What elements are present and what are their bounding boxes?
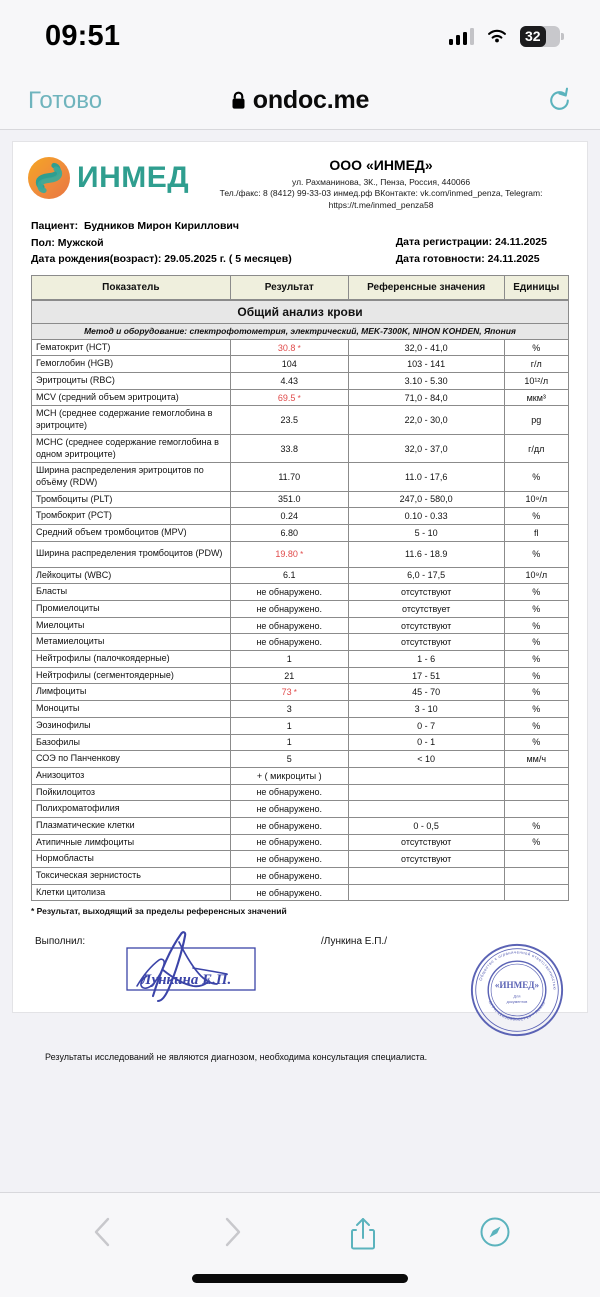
table-head bbox=[32, 276, 569, 300]
table-row bbox=[32, 634, 569, 651]
share-button[interactable] bbox=[348, 1215, 378, 1253]
cell-result: не обнаружено. bbox=[230, 868, 348, 885]
cell-result: не обнаружено. bbox=[230, 884, 348, 901]
organization-contact-line2: https://t.me/inmed_penza58 bbox=[328, 199, 434, 210]
cell-indicator: Эозинофилы bbox=[32, 717, 231, 734]
share-icon bbox=[348, 1215, 378, 1253]
table-row bbox=[32, 817, 569, 834]
table-row bbox=[32, 751, 569, 768]
cell-result: 1 bbox=[230, 717, 348, 734]
bookmarks-button[interactable] bbox=[479, 1215, 511, 1249]
cell-unit bbox=[504, 784, 568, 801]
patient-dob-value: 29.05.2025 г. ( 5 месяцев) bbox=[164, 252, 292, 265]
cell-result: не обнаружено. bbox=[230, 817, 348, 834]
svg-text:Общество с ограниченной ответс: Общество с ограниченной ответственностью bbox=[477, 949, 558, 991]
registration-date-label: Дата регистрации: bbox=[395, 236, 493, 249]
method-text: Метод и оборудование: спектрофотометрия, электрический, MEK-7300K, NIHON KOHDEN, Япония bbox=[32, 323, 569, 339]
cell-unit bbox=[504, 851, 568, 868]
cell-unit: % bbox=[504, 717, 568, 734]
cell-unit bbox=[504, 868, 568, 885]
cell-reference: 0 - 7 bbox=[348, 717, 504, 734]
cell-result: 23.5 bbox=[230, 406, 348, 434]
cell-indicator: Бласты bbox=[32, 584, 231, 601]
cell-indicator: Миелоциты bbox=[32, 617, 231, 634]
cell-unit: мм/ч bbox=[504, 751, 568, 768]
table-row bbox=[32, 884, 569, 901]
th-indicator: Показатель bbox=[32, 276, 231, 300]
table-row bbox=[32, 717, 569, 734]
cell-reference: 17 - 51 bbox=[348, 667, 504, 684]
cell-result: 104 bbox=[230, 356, 348, 373]
cell-reference: 1 - 6 bbox=[348, 651, 504, 668]
cell-unit: % bbox=[504, 584, 568, 601]
th-reference: Референсные значения bbox=[348, 276, 504, 300]
organization-name: ООО «ИНМЕД» bbox=[329, 157, 433, 173]
battery-icon bbox=[520, 26, 560, 47]
table-row bbox=[32, 406, 569, 434]
cell-reference bbox=[348, 801, 504, 818]
cell-unit: % bbox=[504, 339, 568, 356]
chevron-left-icon bbox=[89, 1215, 117, 1249]
table-row bbox=[32, 508, 569, 525]
cell-indicator: СОЭ по Панченкову bbox=[32, 751, 231, 768]
disclaimer-text: Результаты исследований не являются диагнозом, необходима консультация специалиста. bbox=[45, 1052, 428, 1063]
results-table-wrapper bbox=[21, 275, 579, 901]
letterhead bbox=[21, 152, 579, 215]
cell-indicator: MCH (среднее содержание гемоглобина в эритроците) bbox=[32, 406, 231, 434]
cell-unit: pg bbox=[504, 406, 568, 434]
cell-result: 0.24 bbox=[230, 508, 348, 525]
method-row bbox=[32, 323, 569, 339]
cell-result: 6.80 bbox=[230, 524, 348, 541]
table-row bbox=[32, 801, 569, 818]
table-row bbox=[32, 868, 569, 885]
cell-reference: 3.10 - 5.30 bbox=[348, 373, 504, 390]
cell-indicator: Полихроматофилия bbox=[32, 801, 231, 818]
performed-by-label: Выполнил: bbox=[35, 936, 86, 948]
cell-reference: < 10 bbox=[348, 751, 504, 768]
table-row bbox=[32, 524, 569, 541]
patient-name-label: Пациент: bbox=[31, 220, 79, 233]
done-button[interactable]: Готово bbox=[28, 86, 103, 114]
section-title-text: Общий анализ крови bbox=[32, 300, 569, 324]
clinic-logo bbox=[21, 154, 189, 200]
cell-unit: мкм³ bbox=[504, 389, 568, 406]
cell-reference: отсутствуют bbox=[348, 634, 504, 651]
table-row bbox=[32, 851, 569, 868]
cell-indicator: Гемоглобин (HGB) bbox=[32, 356, 231, 373]
cell-unit: 10¹²/л bbox=[504, 373, 568, 390]
organization-info bbox=[189, 154, 579, 211]
cell-unit: % bbox=[504, 817, 568, 834]
cell-indicator: Базофилы bbox=[32, 734, 231, 751]
handwritten-signature bbox=[119, 924, 319, 1012]
cell-reference: 32,0 - 37,0 bbox=[348, 434, 504, 462]
inmed-logo-icon bbox=[27, 156, 71, 200]
signature-name-text: Лункина Е.П. bbox=[141, 972, 232, 989]
cell-indicator: Лейкоциты (WBC) bbox=[32, 567, 231, 584]
cell-result: 19.80 * bbox=[230, 541, 348, 567]
patient-name-row bbox=[31, 218, 292, 234]
cell-indicator: Гематокрит (HCT) bbox=[32, 339, 231, 356]
ready-date-value: 24.11.2025 bbox=[487, 252, 540, 265]
table-row bbox=[32, 601, 569, 618]
cell-reference: отсутствуют bbox=[348, 617, 504, 634]
cell-result: 1 bbox=[230, 734, 348, 751]
patient-dob-row bbox=[31, 251, 292, 267]
chevron-right-icon bbox=[218, 1215, 246, 1249]
status-indicators bbox=[449, 26, 561, 47]
table-row bbox=[32, 617, 569, 634]
cell-unit: % bbox=[504, 701, 568, 718]
browser-header bbox=[0, 72, 600, 130]
cell-result: 351.0 bbox=[230, 491, 348, 508]
cell-result: 33.8 bbox=[230, 434, 348, 462]
table-row bbox=[32, 734, 569, 751]
cell-unit: 10⁹/л bbox=[504, 491, 568, 508]
cell-reference bbox=[348, 868, 504, 885]
table-row bbox=[32, 651, 569, 668]
table-row bbox=[32, 491, 569, 508]
cell-unit: г/дл bbox=[504, 434, 568, 462]
abnormal-marker: * bbox=[295, 393, 301, 403]
lock-icon bbox=[231, 91, 246, 110]
cell-reference: отсутствуют bbox=[348, 851, 504, 868]
table-header-row bbox=[32, 276, 569, 300]
table-row bbox=[32, 667, 569, 684]
cell-indicator: Моноциты bbox=[32, 701, 231, 718]
table-row bbox=[32, 434, 569, 462]
logo-wordmark: ИНМЕД bbox=[77, 161, 190, 194]
abnormal-marker: * bbox=[295, 343, 301, 353]
cell-unit: г/л bbox=[504, 356, 568, 373]
table-row bbox=[32, 373, 569, 390]
cell-result: не обнаружено. bbox=[230, 634, 348, 651]
signature-zone bbox=[21, 924, 579, 1044]
cell-reference bbox=[348, 784, 504, 801]
cellular-signal-icon bbox=[449, 28, 475, 45]
cell-unit: 10⁹/л bbox=[504, 567, 568, 584]
cell-unit: % bbox=[504, 684, 568, 701]
status-time: 09:51 bbox=[45, 19, 121, 52]
report-dates bbox=[396, 218, 569, 267]
cell-unit: % bbox=[504, 601, 568, 618]
cell-unit: % bbox=[504, 734, 568, 751]
organization-address: ул. Рахманинова, 3К., Пенза, Россия, 440066 bbox=[292, 177, 471, 187]
cell-indicator: Средний объем тромбоцитов (MPV) bbox=[32, 524, 231, 541]
cell-indicator: Токсическая зернистость bbox=[32, 868, 231, 885]
patient-dob-label: Дата рождения(возраст): bbox=[31, 252, 162, 265]
results-table bbox=[31, 275, 569, 901]
ready-date-label: Дата готовности: bbox=[395, 252, 485, 265]
cell-result: 30.8 * bbox=[230, 339, 348, 356]
cell-unit: % bbox=[504, 667, 568, 684]
table-row bbox=[32, 339, 569, 356]
cell-result: 1 bbox=[230, 651, 348, 668]
cell-indicator: Пойкилоцитоз bbox=[32, 784, 231, 801]
cell-result: 6.1 bbox=[230, 567, 348, 584]
cell-unit bbox=[504, 767, 568, 784]
cell-unit: % bbox=[504, 651, 568, 668]
performer-name: /Лункина Е.П./ bbox=[321, 936, 387, 948]
stamp-center-text: «ИНМЕД» bbox=[494, 980, 540, 991]
cell-reference: 45 - 70 bbox=[348, 684, 504, 701]
table-body bbox=[32, 300, 569, 901]
compass-icon bbox=[479, 1215, 511, 1249]
table-row bbox=[32, 389, 569, 406]
cell-indicator: Анизоцитоз bbox=[32, 767, 231, 784]
cell-reference: отсутствуют bbox=[348, 834, 504, 851]
cell-reference: 247,0 - 580,0 bbox=[348, 491, 504, 508]
cell-result: 73 * bbox=[230, 684, 348, 701]
abnormal-footnote: * Результат, выходящий за пределы референсных значений bbox=[31, 906, 287, 917]
patient-sex-value: Мужской bbox=[57, 236, 104, 249]
cell-unit: % bbox=[504, 834, 568, 851]
abnormal-marker: * bbox=[291, 688, 297, 698]
patient-info-block bbox=[21, 215, 579, 275]
cell-unit bbox=[504, 801, 568, 818]
registration-date-value: 24.11.2025 bbox=[495, 236, 547, 249]
cell-reference: 11.6 - 18.9 bbox=[348, 541, 504, 567]
cell-result: не обнаружено. bbox=[230, 784, 348, 801]
cell-indicator: Клетки цитолиза bbox=[32, 884, 231, 901]
official-stamp bbox=[469, 942, 565, 1038]
cell-reference bbox=[348, 767, 504, 784]
cell-indicator: Ширина распределения эритроцитов по объёму (RDW) bbox=[32, 463, 231, 491]
cell-indicator: Нейтрофилы (сегментоядерные) bbox=[32, 667, 231, 684]
cell-reference: 32,0 - 41,0 bbox=[348, 339, 504, 356]
table-row bbox=[32, 784, 569, 801]
cell-indicator: Промиелоциты bbox=[32, 601, 231, 618]
cell-indicator: MCV (средний объем эритроцита) bbox=[32, 389, 231, 406]
cell-reference: 0.10 - 0.33 bbox=[348, 508, 504, 525]
table-row bbox=[32, 834, 569, 851]
reload-button[interactable] bbox=[547, 87, 572, 114]
cell-reference: 103 - 141 bbox=[348, 356, 504, 373]
cell-reference bbox=[348, 884, 504, 901]
cell-result: 5 bbox=[230, 751, 348, 768]
table-row bbox=[32, 463, 569, 491]
svg-text:Для: Для bbox=[513, 995, 521, 1000]
cell-unit: % bbox=[504, 508, 568, 525]
cell-result: не обнаружено. bbox=[230, 834, 348, 851]
battery-level: 32 bbox=[525, 27, 541, 44]
cell-reference: 71,0 - 84,0 bbox=[348, 389, 504, 406]
cell-unit: fl bbox=[504, 524, 568, 541]
cell-result: не обнаружено. bbox=[230, 617, 348, 634]
home-indicator bbox=[192, 1274, 408, 1283]
patient-sex-label: Пол: bbox=[31, 236, 55, 249]
cell-indicator: Ширина распределения тромбоцитов (PDW) bbox=[32, 541, 231, 567]
cell-reference: 0 - 0,5 bbox=[348, 817, 504, 834]
table-row bbox=[32, 541, 569, 567]
url-text: ondoc.me bbox=[252, 86, 370, 114]
cell-reference: отсутствуют bbox=[348, 584, 504, 601]
cell-reference: 6,0 - 17,5 bbox=[348, 567, 504, 584]
organization-contact-line1: Тел./факс: 8 (8412) 99-33-03 инмед.рф ВКонтакте: vk.com/inmed_penza, Telegram: bbox=[219, 188, 543, 199]
svg-text:ОГРН 1135836002714 · Пенза: ОГРН 1135836002714 · Пенза bbox=[487, 1000, 547, 1023]
table-row bbox=[32, 684, 569, 701]
patient-details bbox=[31, 218, 292, 267]
cell-unit: % bbox=[504, 463, 568, 491]
cell-result: не обнаружено. bbox=[230, 801, 348, 818]
forward-button[interactable] bbox=[218, 1215, 246, 1249]
patient-name-value: Будников Мирон Кириллович bbox=[83, 220, 239, 233]
abnormal-marker: * bbox=[297, 550, 304, 560]
cell-indicator: Тромбоциты (PLT) bbox=[32, 491, 231, 508]
cell-reference: 3 - 10 bbox=[348, 701, 504, 718]
status-bar bbox=[0, 0, 600, 72]
cell-result: не обнаружено. bbox=[230, 851, 348, 868]
back-button[interactable] bbox=[89, 1215, 117, 1249]
cell-indicator: MCHC (среднее содержание гемоглобина в одном эритроците) bbox=[32, 434, 231, 462]
section-title-row bbox=[32, 300, 569, 324]
cell-result: не обнаружено. bbox=[230, 601, 348, 618]
cell-result: + ( микроциты ) bbox=[230, 767, 348, 784]
cell-reference: 11.0 - 17,6 bbox=[348, 463, 504, 491]
registration-date-row bbox=[396, 234, 547, 250]
table-row bbox=[32, 701, 569, 718]
cell-indicator: Тромбокрит (PCT) bbox=[32, 508, 231, 525]
cell-indicator: Эритроциты (RBC) bbox=[32, 373, 231, 390]
cell-reference: 0 - 1 bbox=[348, 734, 504, 751]
reload-icon bbox=[547, 87, 572, 114]
cell-indicator: Атипичные лимфоциты bbox=[32, 834, 231, 851]
document-card bbox=[12, 141, 588, 1063]
svg-text:документов: документов bbox=[506, 1000, 528, 1005]
page-content-area[interactable] bbox=[0, 130, 600, 1192]
cell-unit: % bbox=[504, 617, 568, 634]
cell-unit bbox=[504, 884, 568, 901]
cell-indicator: Метамиелоциты bbox=[32, 634, 231, 651]
cell-reference: 5 - 10 bbox=[348, 524, 504, 541]
ready-date-row bbox=[396, 251, 547, 267]
cell-result: 11.70 bbox=[230, 463, 348, 491]
patient-sex-row bbox=[31, 235, 292, 251]
table-row bbox=[32, 584, 569, 601]
cell-indicator: Нейтрофилы (палочкоядерные) bbox=[32, 651, 231, 668]
table-row bbox=[32, 567, 569, 584]
cell-indicator: Лимфоциты bbox=[32, 684, 231, 701]
th-unit: Единицы bbox=[504, 276, 568, 300]
cell-unit: % bbox=[504, 634, 568, 651]
cell-indicator: Плазматические клетки bbox=[32, 817, 231, 834]
cell-reference: 22,0 - 30,0 bbox=[348, 406, 504, 434]
cell-result: не обнаружено. bbox=[230, 584, 348, 601]
wifi-icon bbox=[485, 27, 509, 45]
cell-indicator: Нормобласты bbox=[32, 851, 231, 868]
table-row bbox=[32, 767, 569, 784]
cell-result: 3 bbox=[230, 701, 348, 718]
table-row bbox=[32, 356, 569, 373]
th-result: Результат bbox=[230, 276, 348, 300]
cell-unit: % bbox=[504, 541, 568, 567]
cell-reference: отсутствует bbox=[348, 601, 504, 618]
cell-result: 4.43 bbox=[230, 373, 348, 390]
cell-result: 21 bbox=[230, 667, 348, 684]
cell-result: 69.5 * bbox=[230, 389, 348, 406]
